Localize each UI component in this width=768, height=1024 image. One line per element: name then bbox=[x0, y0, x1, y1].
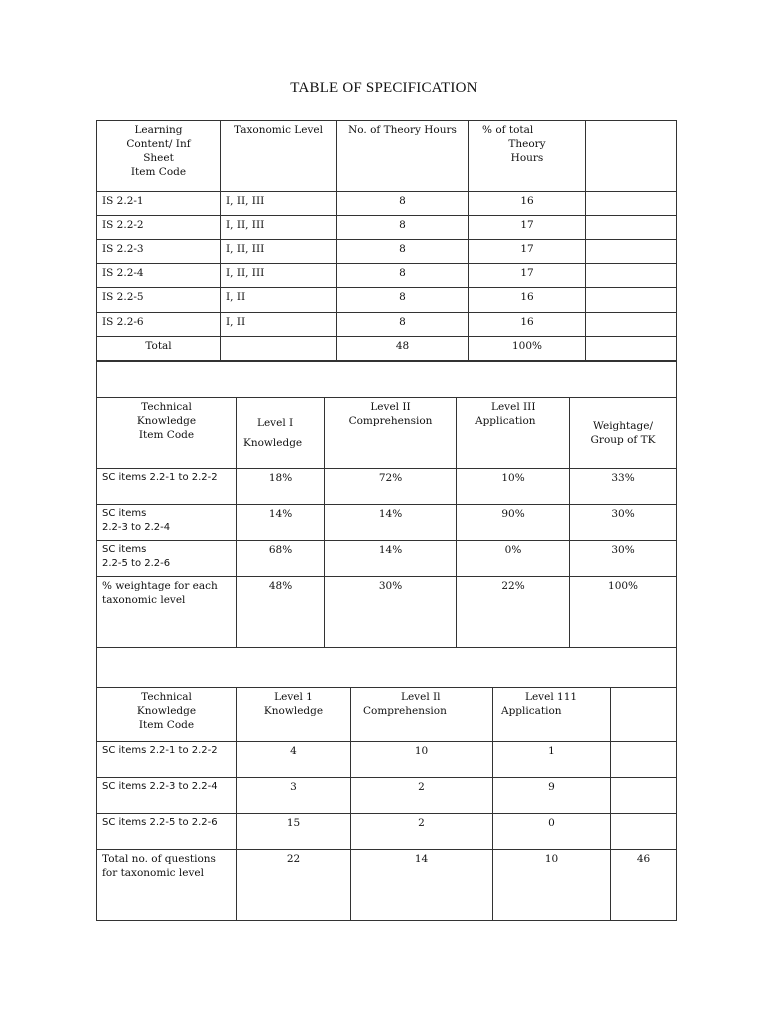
header-theory-hours: No. of Theory Hours bbox=[337, 121, 469, 192]
table-row: SC items 2.2-3 to 2.2-4 3 2 9 bbox=[97, 778, 677, 814]
table-row: SC items 2.2-5 to 2.2-6 68% 14% 0% 30% bbox=[97, 541, 677, 577]
table-header-row bbox=[97, 398, 677, 469]
table-row: IS 2.2-4 I, II, III 8 17 bbox=[97, 264, 677, 288]
table-row: IS 2.2-6 I, II 8 16 bbox=[97, 313, 677, 337]
table-row: SC items 2.2-3 to 2.2-4 14% 14% 90% 30% bbox=[97, 505, 677, 541]
table-row: SC items 2.2-1 to 2.2-2 18% 72% 10% 33% bbox=[97, 469, 677, 505]
table-header-row bbox=[97, 688, 677, 742]
total-percent: 100% bbox=[469, 337, 586, 361]
theory-hours-table bbox=[96, 120, 677, 361]
total-hours: 48 bbox=[337, 337, 469, 361]
table-row: IS 2.2-1 I, II, III 8 16 bbox=[97, 192, 677, 216]
header-level-1: Level 1 Knowledge bbox=[237, 688, 351, 742]
page-title: TABLE OF SPECIFICATION bbox=[290, 80, 478, 96]
header-level-3: Level 111 Application bbox=[493, 688, 611, 742]
spacer-row bbox=[97, 648, 677, 688]
total-row: Total no. of questions for taxonomic level 22 14 10 46 bbox=[97, 850, 677, 921]
weightage-row: % weightage for each taxonomic level 48% 30% 22% 100% bbox=[97, 577, 677, 648]
header-level-2: Level Il Comprehension bbox=[351, 688, 493, 742]
header-level-1: Level I Knowledge bbox=[237, 398, 325, 469]
table-row: IS 2.2-5 I, II 8 16 bbox=[97, 288, 677, 313]
header-level-2: Level II Comprehension bbox=[325, 398, 457, 469]
header-technical-knowledge: Technical Knowledge Item Code bbox=[97, 398, 237, 469]
header-technical-knowledge: Technical Knowledge Item Code bbox=[97, 688, 237, 742]
total-row bbox=[97, 337, 677, 361]
weightage-table bbox=[96, 361, 677, 648]
spacer-row bbox=[97, 362, 677, 398]
header-empty bbox=[586, 121, 677, 192]
header-taxonomic-level: Taxonomic Level bbox=[221, 121, 337, 192]
header-learning-content: Learning Content/ Inf Sheet Item Code bbox=[97, 121, 221, 192]
table-row: IS 2.2-3 I, II, III 8 17 bbox=[97, 240, 677, 264]
total-label: Total bbox=[97, 337, 221, 361]
header-weightage: Weightage/ Group of TK bbox=[570, 398, 677, 469]
header-percent-theory-hours: % of total Theory Hours bbox=[469, 121, 586, 192]
table-header-row bbox=[97, 121, 677, 192]
table-row: IS 2.2-2 I, II, III 8 17 bbox=[97, 216, 677, 240]
table-row: SC items 2.2-5 to 2.2-6 15 2 0 bbox=[97, 814, 677, 850]
header-level-3: Level III Application bbox=[457, 398, 570, 469]
table-row: SC items 2.2-1 to 2.2-2 4 10 1 bbox=[97, 742, 677, 778]
question-count-table bbox=[96, 647, 677, 921]
